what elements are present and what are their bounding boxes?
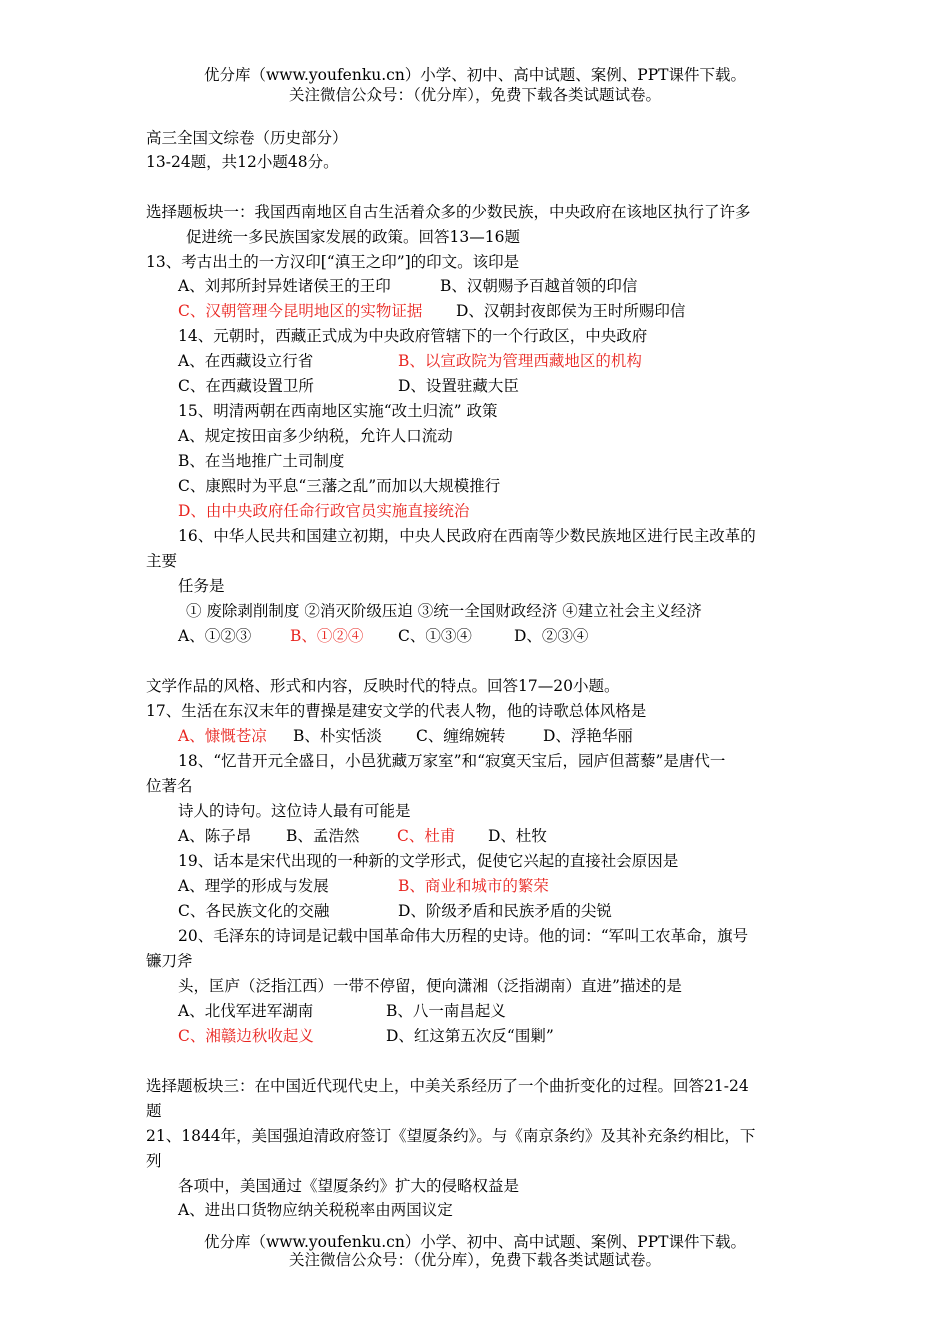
question-19: 19、话本是宋代出现的一种新的文学形式，促使它兴起的直接社会原因是 [178,852,679,870]
q18-options [178,826,878,846]
q20-option-a: A、北伐军进军湖南 [178,1002,314,1020]
q16-option-d: D、②③④ [514,627,589,645]
question-14: 14、元朝时，西藏正式成为中央政府管辖下的一个行政区，中央政府 [178,327,648,345]
question-21-cont2: 各项中，美国通过《望厦条约》扩大的侵略权益是 [178,1177,520,1195]
question-16-cont: 主要 [146,552,178,570]
q19-option-b-answer: B、商业和城市的繁荣 [398,877,549,895]
q20-option-b: B、八一南昌起义 [386,1002,506,1020]
q18-option-b: B、孟浩然 [286,827,360,845]
header-line-1: 优分库（www.youfenku.cn）小学、初中、高中试题、案例、PPT课件下载。 [203,66,747,84]
q14-option-a: A、在西藏设立行省 [178,352,314,370]
question-15: 15、明清两朝在西南地区实施“改土归流” 政策 [178,402,498,420]
q13-option-a: A、刘邦所封异姓诸侯王的王印 [178,277,391,295]
question-18-cont: 位著名 [146,777,193,795]
q16-options [178,626,878,646]
q18-option-a: A、陈子昂 [178,827,252,845]
q16-option-a: A、①②③ [178,627,252,645]
q13-option-d: D、汉朝封夜郎侯为王时所赐印信 [456,302,686,320]
q16-option-c: C、①③④ [398,627,472,645]
question-20-cont: 镰刀斧 [146,952,193,970]
question-21-cont: 列 [146,1152,162,1170]
q13-options-row1 [178,276,878,296]
q17-option-d: D、浮艳华丽 [543,727,633,745]
question-18-cont2: 诗人的诗句。这位诗人最有可能是 [178,802,411,820]
q19-options-row2 [178,901,878,921]
q16-option-b-answer: B、①②④ [290,627,364,645]
block2-intro: 文学作品的风格、形式和内容，反映时代的特点。回答17—20小题。 [146,677,620,695]
q19-option-d: D、阶级矛盾和民族矛盾的尖锐 [398,902,612,920]
q16-items: ① 废除剥削制度 ②消灭阶级压迫 ③统一全国财政经济 ④建立社会主义经济 [186,602,702,620]
q17-option-b: B、朴实恬淡 [293,727,382,745]
header-line-2: 关注微信公众号：（优分库），免费下载各类试题试卷。 [288,86,661,104]
q21-option-a: A、进出口货物应纳关税税率由两国议定 [178,1201,453,1219]
question-16-cont2: 任务是 [178,577,225,595]
q15-option-a: A、规定按田亩多少纳税，允许人口流动 [178,427,453,445]
question-17: 17、生活在东汉末年的曹操是建安文学的代表人物，他的诗歌总体风格是 [146,702,647,720]
question-16: 16、中华人民共和国建立初期，中央人民政府在西南等少数民族地区进行民主改革的 [178,527,756,545]
q15-option-d-answer: D、由中央政府任命行政官员实施直接统治 [178,502,470,520]
q20-option-d: D、红这第五次反“围剿” [386,1027,554,1045]
footer-line-1: 优分库（www.youfenku.cn）小学、初中、高中试题、案例、PPT课件下载。 [203,1233,747,1251]
block1-intro: 选择题板块一：我国西南地区自古生活着众多的少数民族，中央政府在该地区执行了许多 [146,203,751,221]
footer-line-2: 关注微信公众号：（优分库），免费下载各类试题试卷。 [288,1251,661,1269]
q20-options-row1 [178,1001,878,1021]
q14-option-c: C、在西藏设置卫所 [178,377,314,395]
q19-option-a: A、理学的形成与发展 [178,877,329,895]
q14-option-d: D、设置驻藏大臣 [398,377,519,395]
q20-options-row2 [178,1026,878,1046]
q17-options [178,726,878,746]
q13-options-row2 [178,301,878,321]
q15-option-c: C、康熙时为平息“三藩之乱”而加以大规模推行 [178,477,501,495]
doc-title: 高三全国文综卷（历史部分） [146,129,348,147]
q15-option-b: B、在当地推广土司制度 [178,452,345,470]
question-20-cont2: 头，匡庐（泛指江西）一带不停留，便向潇湘（泛指湖南）直进”描述的是 [178,977,682,995]
question-20: 20、毛泽东的诗词是记载中国革命伟大历程的史诗。他的词：“军叫工农革命，旗号 [178,927,749,945]
q17-option-a-answer: A、慷慨苍凉 [178,727,267,745]
q19-options-row1 [178,876,878,896]
q14-options-row2 [178,376,878,396]
question-18: 18、“忆昔开元全盛日，小邑犹藏万家室”和“寂寞天宝后，园庐但蒿藜”是唐代一 [178,752,726,770]
q17-option-c: C、缠绵婉转 [416,727,506,745]
q13-option-b: B、汉朝赐予百越首领的印信 [440,277,638,295]
q13-option-c-answer: C、汉朝管理今昆明地区的实物证据 [178,302,423,320]
q18-option-d: D、杜牧 [488,827,547,845]
block3-intro: 选择题板块三：在中国近代现代史上，中美关系经历了一个曲折变化的过程。回答21-24 [146,1077,749,1095]
q14-options-row1 [178,351,878,371]
q20-option-c-answer: C、湘赣边秋收起义 [178,1027,314,1045]
q14-option-b-answer: B、以宣政院为管理西藏地区的机构 [398,352,642,370]
q18-option-c-answer: C、杜甫 [397,827,456,845]
q19-option-c: C、各民族文化的交融 [178,902,330,920]
doc-subtitle: 13-24题，共12小题48分。 [146,153,339,171]
question-21: 21、1844年，美国强迫清政府签订《望厦条约》。与《南京条约》及其补充条约相比，下 [146,1127,756,1145]
block3-intro-cont: 题 [146,1102,162,1120]
question-13: 13、考古出土的一方汉印[“滇王之印”]的印文。该印是 [146,253,520,271]
block1-intro-cont: 促进统一多民族国家发展的政策。回答13—16题 [186,228,520,246]
